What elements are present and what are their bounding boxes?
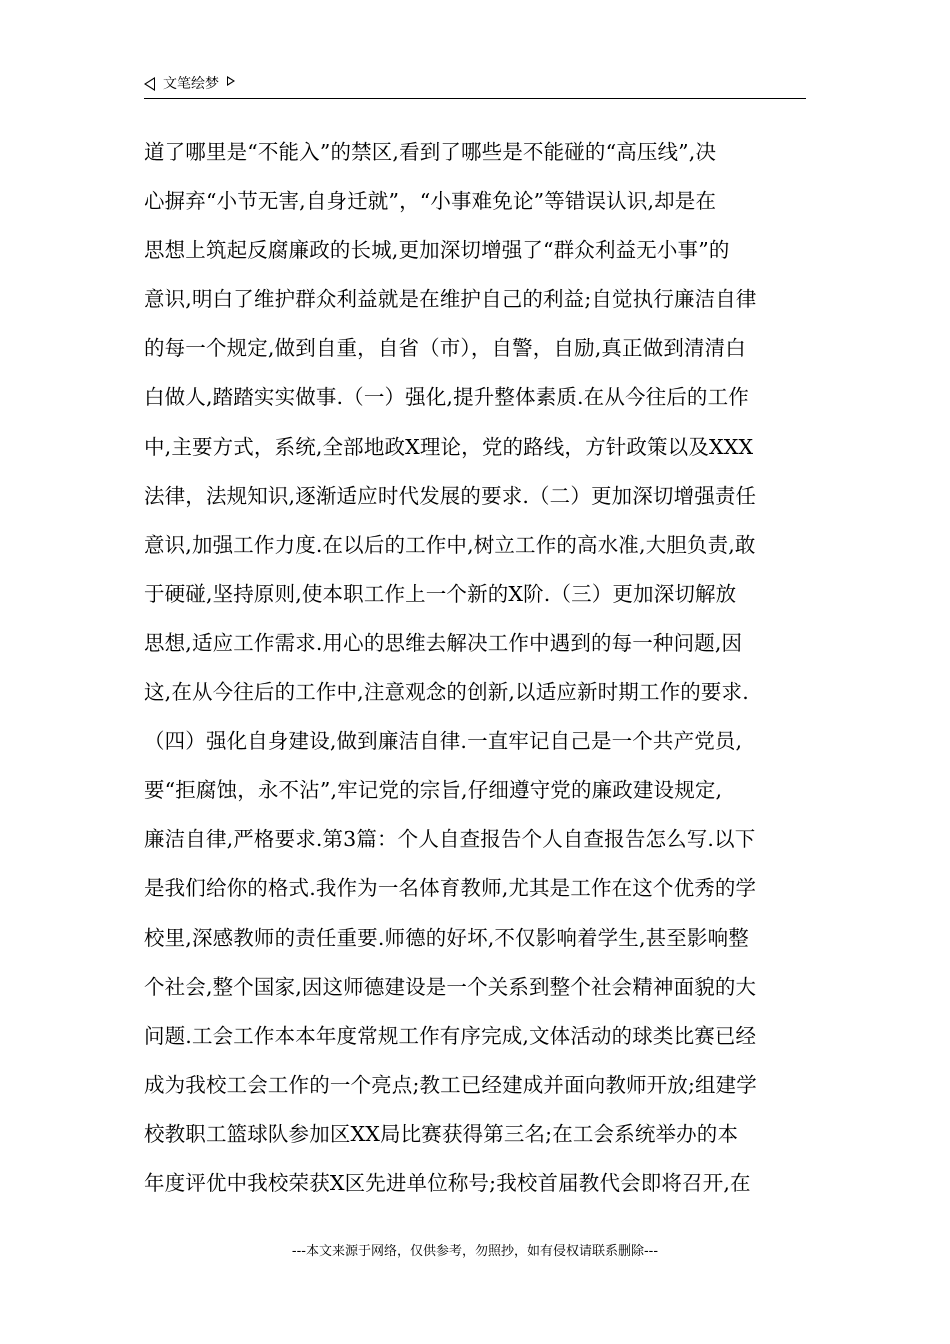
body-line: 成为我校工会工作的一个亮点;教工已经建成并面向教师开放;组建学 [144,1072,757,1097]
body-line: 思想,适应工作需求.用心的思维去解决工作中遇到的每一种问题,因 [144,630,743,655]
triangle-right-icon [227,76,235,86]
document-body [144,128,809,1208]
body-line: 法律，法规知识,逐渐适应时代发展的要求.（二）更加深切增强责任 [144,483,757,508]
body-line: 的每一个规定,做到自重，自省（市），自警，自励,真正做到清清白 [144,336,746,361]
page-header [144,74,806,99]
body-line: 心摒弃“小节无害,自身迁就”，“小事难免论”等错误认识,却是在 [144,189,717,214]
body-line: 校教职工篮球队参加区XX局比赛获得第三名;在工会系统举办的本 [144,1121,739,1146]
body-line: 要“拒腐蚀，永不沾”,牢记党的宗旨,仔细遵守党的廉政建设规定, [144,778,723,803]
body-line: （四）强化自身建设,做到廉洁自律.一直牢记自己是一个共产党员, [144,729,743,754]
body-line: 年度评优中我校荣获X区先进单位称号;我校首届教代会即将召开,在 [144,1170,751,1195]
body-line: 中,主要方式，系统,全部地政X理论，党的路线，方针政策以及XXX [144,434,754,459]
body-line: 思想上筑起反腐廉政的长城,更加深切增强了“群众利益无小事”的 [144,238,730,263]
body-line: 意识,加强工作力度.在以后的工作中,树立工作的高水准,大胆负责,敢 [144,532,756,557]
body-line: 意识,明白了维护群众利益就是在维护自己的利益;自觉执行廉洁自律 [144,287,757,312]
body-line: 道了哪里是“不能入”的禁区,看到了哪些是不能碰的“高压线”,决 [144,140,717,164]
body-line: 是我们给你的格式.我作为一名体育教师,尤其是工作在这个优秀的学 [144,876,757,901]
body-line: 白做人,踏踏实实做事.（一）强化,提升整体素质.在从今往后的工作 [144,385,749,410]
triangle-left-icon [144,77,155,91]
body-line: 于硬碰,坚持原则,使本职工作上一个新的X阶.（三）更加深切解放 [144,581,737,606]
header-inner [144,76,235,92]
page-footer: ---本文来源于网络，仅供参考，勿照抄，如有侵权请联系删除--- [291,1244,659,1259]
body-line: 个社会,整个国家,因这师德建设是一个关系到整个社会精神面貌的大 [144,974,757,999]
body-line: 问题.工会工作本本年度常规工作有序完成,文体活动的球类比赛已经 [144,1023,757,1048]
body-line: 廉洁自律,严格要求.第3篇：个人自查报告个人自查报告怎么写.以下 [144,827,756,852]
body-line: 校里,深感教师的责任重要.师德的好坏,不仅影响着学生,甚至影响整 [144,925,749,950]
body-line: 这,在从今往后的工作中,注意观念的创新,以适应新时期工作的要求. [144,680,749,705]
header-title: 文笔绘梦 [163,76,219,92]
